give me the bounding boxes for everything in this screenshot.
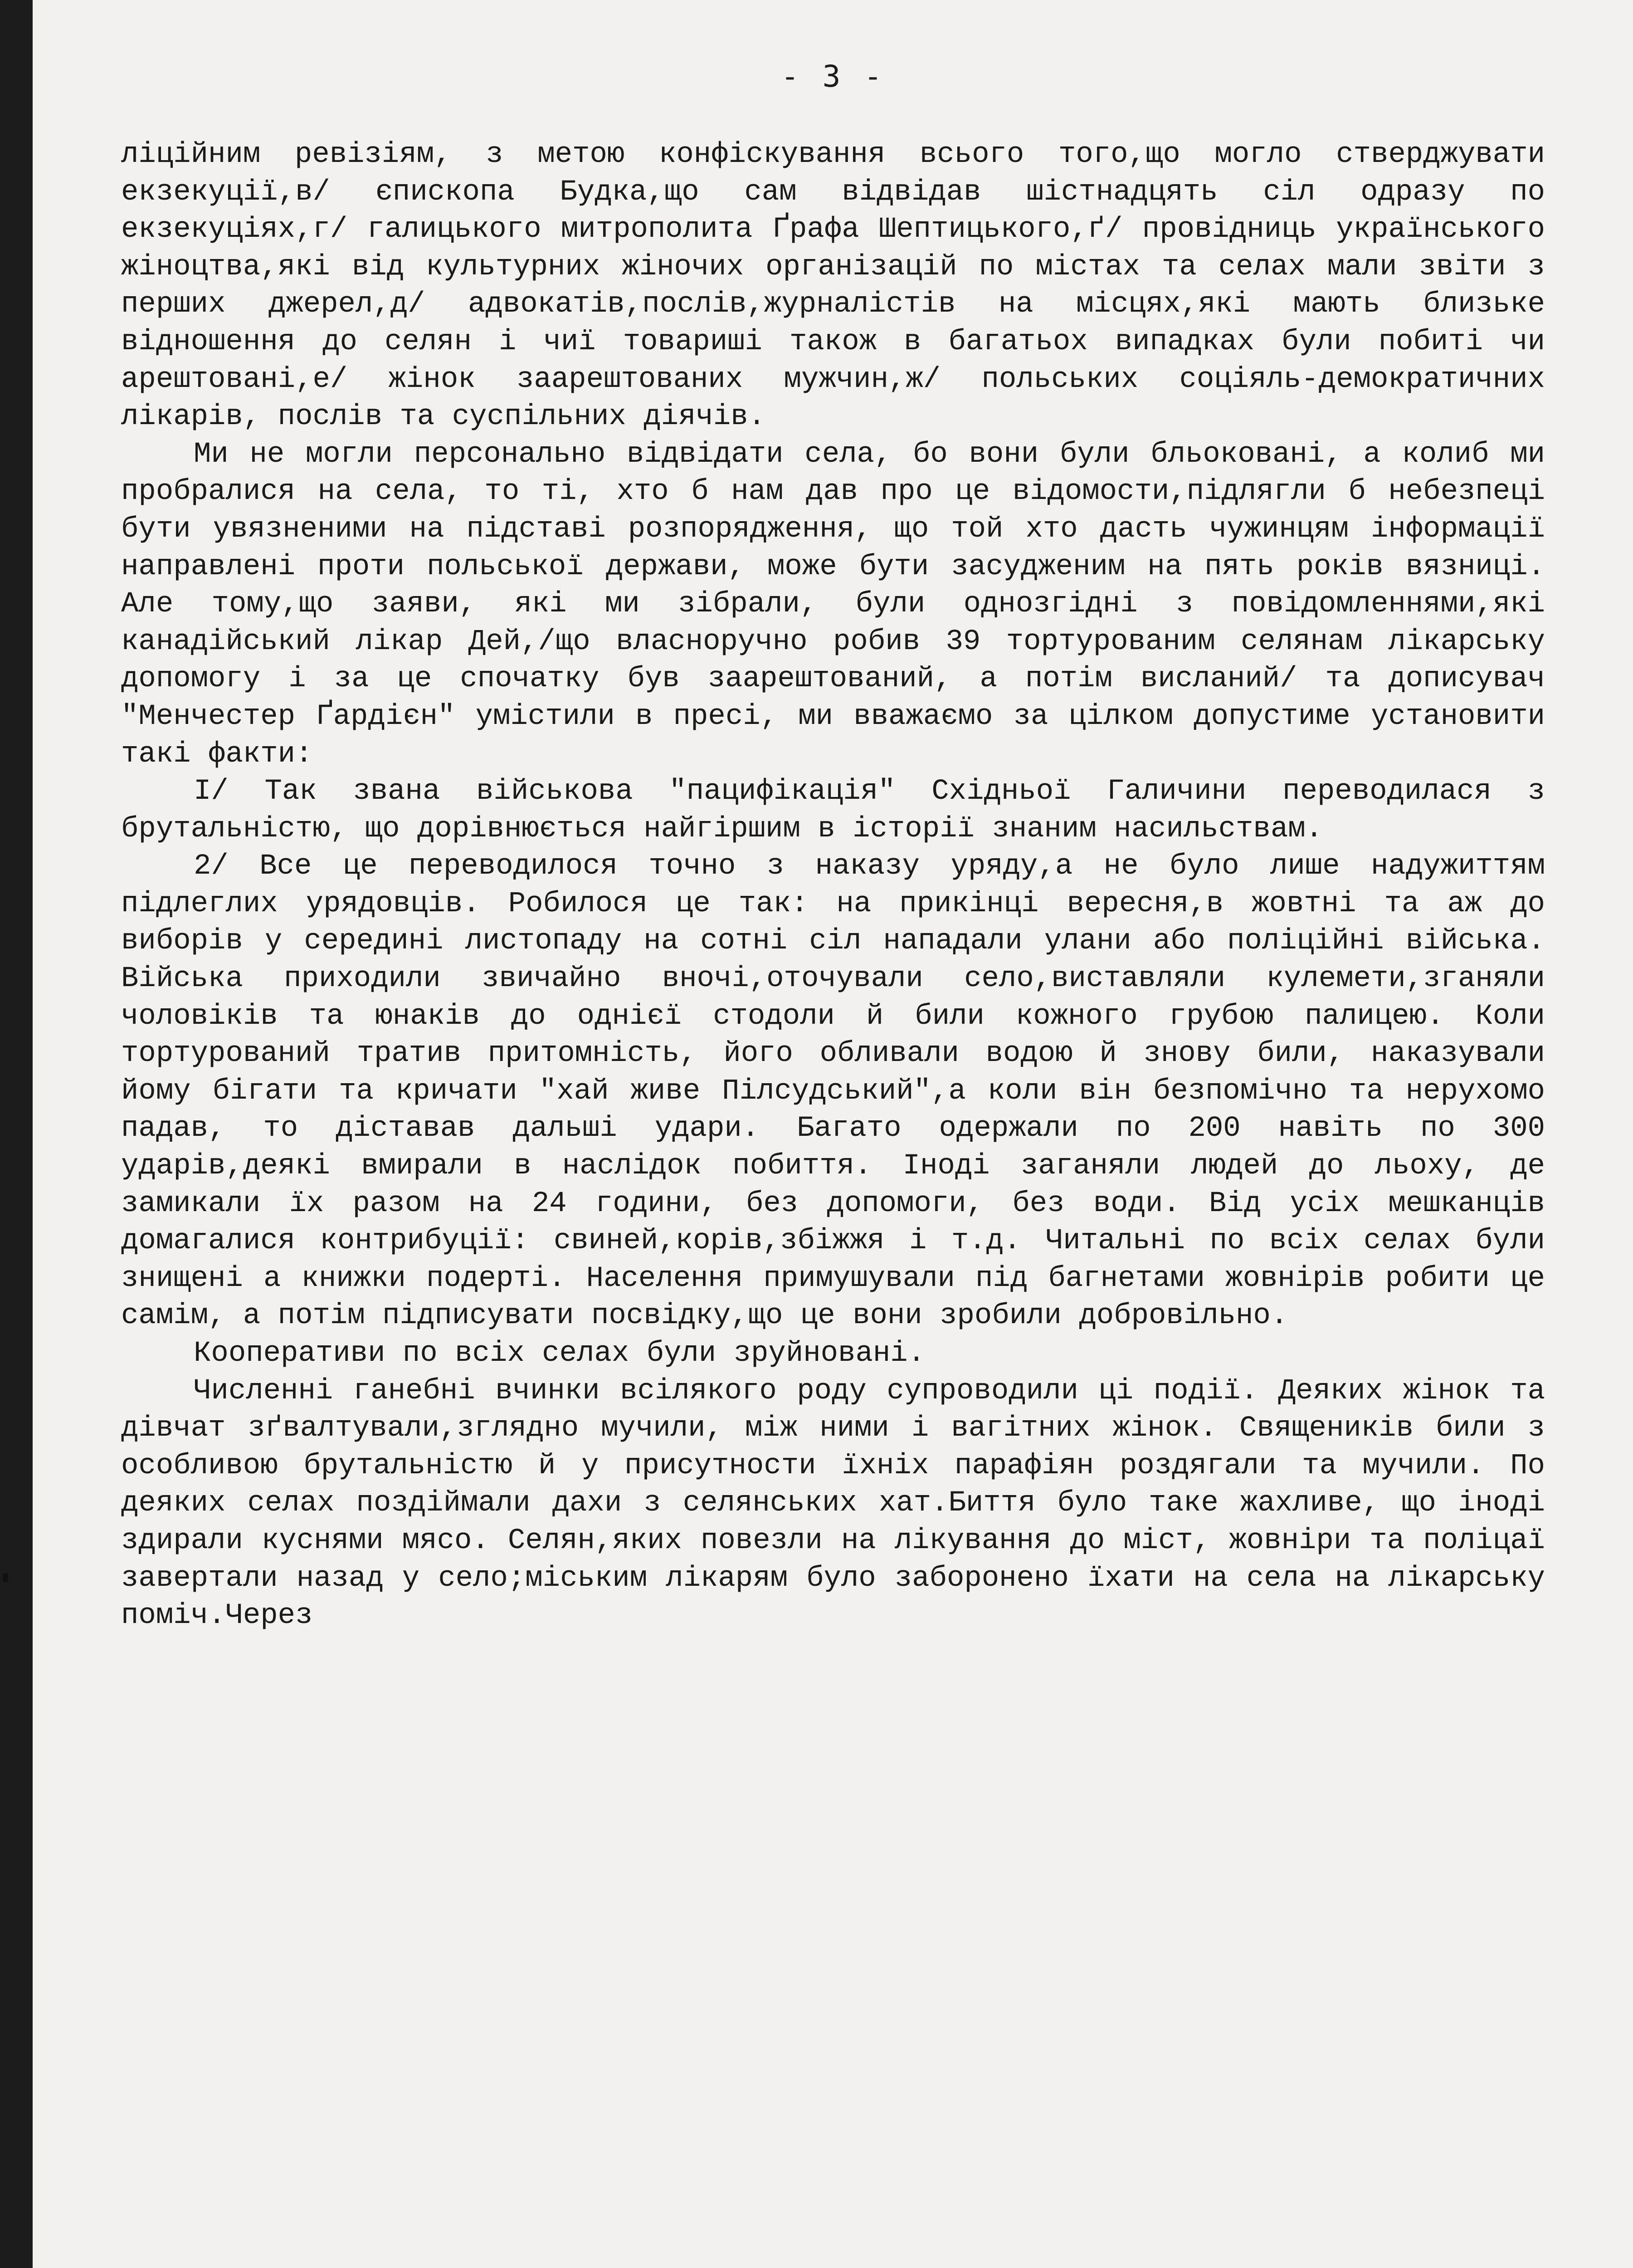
paragraph-3: I/ Так звана військова "пацифікація" Східньої Галичини переводилася з брутальністю, що дорівнюється найгіршим в історії знаним насильствам.	[121, 775, 1545, 846]
paragraph-1: ліційним ревізіям, з метою конфіскування всього того,що могло стверджувати екзекуції,в/ єпископа Будка,що сам відвідав шістнадцять сіл одразу по екзекуціях,г/ галицького митрополита Ґрафа Шептицького,ґ/ провідниць українського жіноцтва,які від культурних жіночих організацій по містах та селах мали звіти з перших джерел,д/ адвокатів,послів,журналістів на місцях,які мають близьке відношення до селян і чиї товариші також в багатьох випадках були побиті чи арештовані,е/ жінок заарештованих мужчин,ж/ польських соціяль-демократичних лікарів, послів та суспільних діячів.	[121, 138, 1545, 434]
document-page	[33, 0, 1633, 2268]
paragraph-2: Ми не могли персонально відвідати села, бо вони були бльоковані, а колиб ми пробралися на села, то ті, хто б нам дав про це відомости,підлягли б небезпеці бути увязненими на підставі розпорядження, що той хто дасть чужинцям інформації направлені проти польської держави, може бути засудженим на пять років вязниці. Але тому,що заяви, які ми зібрали, були однозгідні з повідомленнями,які канадійський лікар Дей,/що власноручно робив 39 тортурованим селянам лікарську допомогу і за це спочатку був заарештований, а потім висланий/ та дописувач "Менчестер Ґардієн" умістили в пресі, ми вважаємо за цілком допустиме установити такі факти:	[121, 438, 1545, 771]
page-number: - 3 -	[781, 59, 885, 94]
body-text	[121, 136, 1545, 1635]
paragraph-4: 2/ Все це переводилося точно з наказу уряду,а не було лише надужиттям підлеглих урядовців. Робилося це так: на прикінці вересня,в жовтні та аж до виборів у середині листопаду на сотні сіл нападали улани або поліційні війська. Війська приходили звичайно вночі,оточували село,виставляли кулемети,зганяли чоловіків та юнаків до однієї стодоли й били кожного грубою палицею. Коли тортурований тратив притомність, його обливали водою й знову били, наказували йому бігати та кричати "хай живе Пілсудський",а коли він безпомічно та нерухомо падав, то діставав дальші удари. Багато одержали по 200 навіть по 300 ударів,деякі вмирали в наслідок побиття. Іноді заганяли людей до льоху, де замикали їх разом на 24 години, без допомоги, без води. Від усіх мешканців домагалися контрибуції: свиней,корів,збіжжя і т.д. Читальні по всіх селах були знищені а книжки подерті. Населення примушували під багнетами жовнірів робити це самім, а потім підписувати посвідку,що це вони зробили добровільно.	[121, 850, 1545, 1333]
paragraph-6: Численні ганебні вчинки всілякого роду супроводили ці події. Деяких жінок та дівчат зґвалтували,зглядно мучили, між ними і вагітних жінок. Священиків били з особливою брутальністю й у присутности їхніх парафіян роздягали та мучили. По деяких селах поздіймали дахи з селянських хат.Биття було таке жахливе, що іноді здирали куснями мясо. Селян,яких повезли на лікування до міст, жовніри та поліцаї завертали назад у село;міським лікарям було заборонено їхати на села на лікарську поміч.Через	[121, 1374, 1545, 1633]
scan-edge-mark	[3, 1573, 8, 1582]
paragraph-5: Кооперативи по всіх селах були зруйновані.	[194, 1337, 926, 1370]
